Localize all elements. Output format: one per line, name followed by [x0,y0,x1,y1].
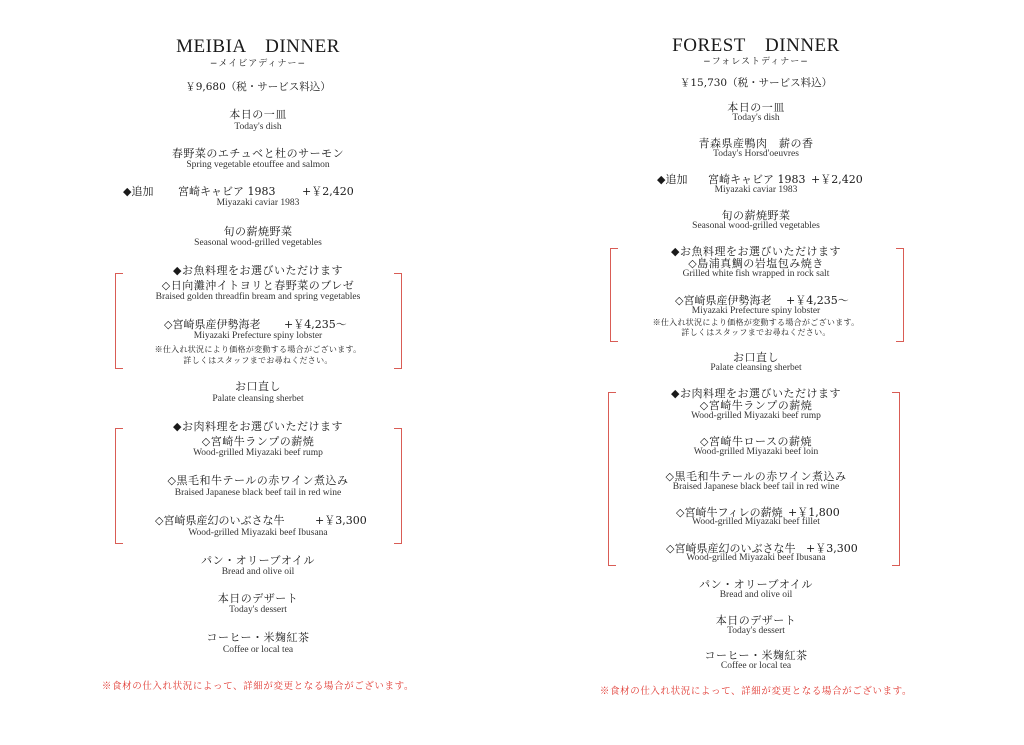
addon-price: +￥2,420 [302,185,354,198]
addon-price: +￥2,420 [811,173,863,186]
addon-marker: ◆追加 [657,173,688,186]
course-name-en: Palate cleansing sherbet [212,394,304,404]
course-name-jp: お口直し [733,351,779,364]
meat-option-name-en: Wood-grilled Miyazaki beef fillet [692,517,820,527]
course-name-en: Today's Horsd'oeuvres [713,149,799,159]
footnote: ※食材の仕入れ状況によって、詳細が変更となる場合がございます。 [101,681,415,692]
menu-subtitle: −メイビアディナー− [209,59,307,69]
course-name-en: Bread and olive oil [719,590,793,600]
price-note: 詳しくはスタッフまでお尋ねください。 [183,356,333,365]
course-name-jp: 青森県産鴨肉 薪の香 [698,137,814,150]
price-note: 詳しくはスタッフまでお尋ねください。 [681,328,831,337]
course-name-jp: 本日の一皿 [229,108,287,121]
meat-option-price: +￥3,300 [315,514,367,527]
meibia-dinner-menu [18,0,498,745]
course-name-jp: 本日のデザート [217,592,299,605]
addon-marker: ◆追加 [123,185,154,198]
price-note: ※仕入れ状況により価格が変動する場合がございます。 [652,318,860,327]
fish-option-name-jp: ◇宮崎県産伊勢海老 [675,294,772,307]
course-name-en: Today's dish [234,122,282,132]
menu-title: MEIBIA DINNER [176,36,340,57]
menu-subtitle: −フォレストディナー− [703,57,809,67]
fish-option-name-en: Braised golden threadfin bream and spring vegetables [155,292,361,302]
course-price: ￥9,680（税・サービス料込） [185,81,331,93]
course-name-en: Coffee or local tea [222,645,294,655]
footnote: ※食材の仕入れ状況によって、詳細が変更となる場合がございます。 [599,686,913,697]
meat-option-name-en: Wood-grilled Miyazaki beef Ibusana [686,553,826,563]
course-name-en: Seasonal wood-grilled vegetables [692,221,820,231]
meat-option-name-en: Wood-grilled Miyazaki beef Ibusana [188,528,328,538]
course-name-jp: お口直し [235,380,281,393]
addon-name-en: Miyazaki caviar 1983 [216,198,300,208]
course-name-en: Coffee or local tea [720,661,792,671]
meat-option-name-jp: ◇黒毛和牛テールの赤ワイン煮込み [167,474,349,487]
fish-option-name-en: Miyazaki Prefecture spiny lobster [691,306,821,316]
meat-choice-heading: ◆お肉料理をお選びいただけます [671,387,841,400]
course-name-jp: 本日のデザート [715,614,797,627]
meat-option-name-jp: ◇宮崎牛フィレの薪焼 [676,506,783,519]
course-name-en: Today's dessert [229,605,287,615]
fish-choice-heading: ◆お魚料理をお選びいただけます [173,264,343,277]
fish-option-name-en: Miyazaki Prefecture spiny lobster [193,331,323,341]
forest-dinner-menu [516,0,996,745]
course-name-en: Today's dessert [727,626,785,636]
course-name-jp: 旬の薪焼野菜 [223,225,293,238]
course-name-jp: コーヒー・米麹紅茶 [704,649,808,662]
meat-option-name-jp: ◇宮崎牛ロースの薪焼 [700,435,812,448]
meat-option-name-en: Wood-grilled Miyazaki beef loin [693,447,819,457]
course-name-jp: 本日の一皿 [727,101,785,114]
fish-option-name-en: Grilled white fish wrapped in rock salt [682,269,830,279]
meat-option-name-en: Wood-grilled Miyazaki beef rump [691,411,821,421]
meat-option-name-jp: ◇黒毛和牛テールの赤ワイン煮込み [665,470,847,483]
fish-option-price: +￥4,235～ [786,294,849,307]
fish-option-price: +￥4,235～ [284,318,347,331]
meat-option-name-jp: ◇宮崎牛ランプの薪焼 [699,399,813,412]
meat-choice-heading: ◆お肉料理をお選びいただけます [173,420,343,433]
course-name-jp: パン・オリーブオイル [699,578,813,591]
addon-name-jp: 宮崎キャビア 1983 [708,173,806,186]
course-name-en: Palate cleansing sherbet [710,363,802,373]
meat-option-name-en: Braised Japanese black beef tail in red wine [672,482,840,492]
fish-option-name-jp: ◇宮崎県産伊勢海老 [164,318,261,331]
course-name-jp: コーヒー・米麹紅茶 [206,631,310,644]
course-name-jp: 旬の薪焼野菜 [721,209,791,222]
course-name-jp: 春野菜のエチュベと杜のサーモン [171,147,345,160]
meat-option-name-jp: ◇宮崎牛ランプの薪焼 [201,435,315,448]
fish-choice-heading: ◆お魚料理をお選びいただけます [671,245,841,258]
meat-option-name-jp: ◇宮崎県産幻のいぶさな牛 [155,514,285,527]
meat-option-name-en: Braised Japanese black beef tail in red wine [174,488,342,498]
course-name-jp: パン・オリーブオイル [201,554,315,567]
fish-option-name-jp: ◇日向灘沖イトヨリと春野菜のブレゼ [161,279,355,292]
course-name-en: Bread and olive oil [221,567,295,577]
course-name-en: Spring vegetable etouffee and salmon [186,160,330,170]
meat-option-price: +￥3,300 [806,542,858,555]
addon-name-jp: 宮崎キャビア 1983 [178,185,276,198]
meat-option-name-jp: ◇宮崎県産幻のいぶさな牛 [666,542,796,555]
meat-option-price: +￥1,800 [788,506,840,519]
course-price: ￥15,730（税・サービス料込） [679,77,833,89]
menu-title: FOREST DINNER [672,35,840,56]
fish-option-name-jp: ◇島浦真鯛の岩塩包み焼き [688,257,824,270]
course-name-en: Seasonal wood-grilled vegetables [194,238,322,248]
addon-name-en: Miyazaki caviar 1983 [714,185,798,195]
price-note: ※仕入れ状況により価格が変動する場合がございます。 [154,345,362,354]
course-name-en: Today's dish [732,113,780,123]
meat-option-name-en: Wood-grilled Miyazaki beef rump [193,448,323,458]
